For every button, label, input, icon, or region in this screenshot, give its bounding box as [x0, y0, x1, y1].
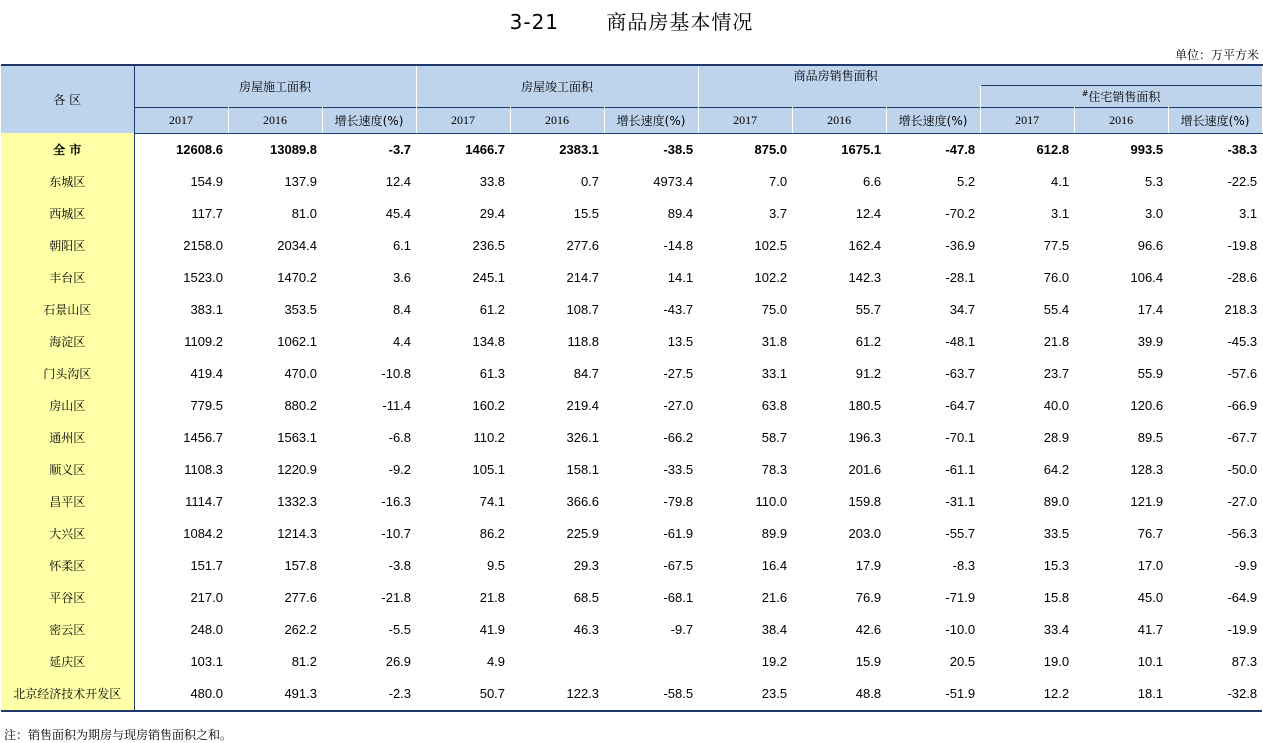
header-growth: 增长速度(%)	[886, 107, 980, 133]
value-cell: -9.2	[388, 462, 412, 477]
value-cell: 1108.3	[184, 462, 223, 477]
value-cell: -70.1	[945, 430, 976, 445]
value-cell: 880.2	[284, 398, 317, 413]
value-cell: 277.6	[284, 590, 317, 605]
value-cell: 1523.0	[183, 270, 223, 285]
value-cell: 248.0	[190, 622, 223, 637]
value-cell: 75.0	[761, 302, 788, 317]
value-cell: 2158.0	[183, 238, 223, 253]
value-cell: 21.8	[479, 590, 506, 605]
value-cell: 326.1	[566, 430, 600, 445]
value-cell: 4.9	[486, 654, 506, 669]
value-cell: -32.8	[1168, 678, 1262, 711]
value-cell: 110.0	[755, 494, 788, 509]
value-cell: 38.4	[761, 622, 788, 637]
value-cell: -45.3	[1227, 334, 1258, 349]
value-cell: -3.8	[388, 558, 412, 573]
value-cell: 77.5	[1043, 238, 1070, 253]
value-cell: 12608.6	[176, 142, 223, 157]
value-cell: 96.6	[1137, 238, 1164, 253]
value-cell: 118.8	[567, 334, 600, 349]
value-cell: 142.3	[848, 270, 882, 285]
value-cell: 151.7	[190, 558, 223, 573]
value-cell: -63.7	[945, 366, 976, 381]
region-name: 房山区	[1, 390, 134, 422]
value-cell: 46.3	[573, 622, 600, 637]
value-cell: 128.3	[1130, 462, 1164, 477]
value-cell: -21.8	[381, 590, 412, 605]
value-cell: 203.0	[848, 526, 882, 541]
value-cell: -28.6	[1227, 270, 1258, 285]
value-cell: 87.3	[1231, 654, 1258, 669]
value-cell: 1084.2	[183, 526, 223, 541]
value-cell: 480.0	[134, 678, 228, 711]
value-cell: 2034.4	[277, 238, 317, 253]
footnote: 注：销售面积为期房与现房销售面积之和。	[4, 728, 233, 742]
region-name: 昌平区	[1, 486, 134, 518]
value-cell: -56.3	[1227, 526, 1258, 541]
value-cell: 0.7	[580, 174, 600, 189]
region-name: 通州区	[1, 422, 134, 454]
value-cell: 61.3	[479, 366, 506, 381]
value-cell: -31.1	[945, 494, 976, 509]
table-row	[1, 230, 1262, 262]
value-cell: 81.2	[291, 654, 317, 669]
region-name: 西城区	[1, 198, 134, 230]
value-cell: -38.3	[1227, 142, 1258, 157]
value-cell: 10.1	[1137, 654, 1164, 669]
region-name: 平谷区	[1, 582, 134, 614]
value-cell: 84.7	[573, 366, 600, 381]
value-cell: -64.7	[945, 398, 976, 413]
value-cell: 33.1	[761, 366, 788, 381]
value-cell: 31.8	[761, 334, 788, 349]
value-cell: 41.7	[1137, 622, 1164, 637]
table-row	[1, 166, 1262, 198]
value-cell: 1114.7	[185, 494, 223, 509]
header-growth: 增长速度(%)	[1168, 107, 1262, 133]
value-cell: 470.0	[284, 366, 317, 381]
value-cell: -66.2	[663, 430, 694, 445]
value-cell: -33.5	[663, 462, 694, 477]
value-cell: 91.2	[855, 366, 882, 381]
value-cell: 18.1	[1074, 678, 1168, 711]
region-name: 怀柔区	[1, 550, 134, 582]
value-cell: -55.7	[945, 526, 976, 541]
value-cell: 15.3	[1043, 558, 1070, 573]
value-cell: 33.8	[479, 174, 506, 189]
value-cell: 89.4	[667, 206, 694, 221]
value-cell: 277.6	[566, 238, 600, 253]
value-cell: 13.5	[667, 334, 694, 349]
value-cell: 158.1	[566, 462, 600, 477]
data-table	[1, 64, 1263, 712]
value-cell: -38.5	[663, 142, 694, 157]
value-cell: -57.6	[1227, 366, 1258, 381]
value-cell: -27.0	[663, 398, 694, 413]
value-cell: -6.8	[388, 430, 412, 445]
value-cell: 3.7	[768, 206, 788, 221]
value-cell: -61.1	[945, 462, 976, 477]
value-cell: 102.5	[754, 238, 788, 253]
value-cell: -47.8	[945, 142, 976, 157]
value-cell: 110.2	[473, 430, 506, 445]
value-cell: 612.8	[1036, 142, 1070, 157]
value-cell: 26.9	[385, 654, 412, 669]
value-cell: -43.7	[663, 302, 694, 317]
value-cell: 120.6	[1130, 398, 1164, 413]
value-cell: -48.1	[945, 334, 976, 349]
region-name: 丰台区	[1, 262, 134, 294]
header-2016: 2016	[510, 107, 604, 133]
value-cell: -10.0	[945, 622, 976, 637]
region-name: 门头沟区	[1, 358, 134, 390]
value-cell: 1214.3	[277, 526, 317, 541]
value-cell: 108.7	[566, 302, 600, 317]
value-cell: 993.5	[1130, 142, 1164, 157]
value-cell: -5.5	[388, 622, 412, 637]
value-cell: 1675.1	[841, 142, 882, 157]
value-cell: -67.5	[663, 558, 694, 573]
value-cell: 74.1	[479, 494, 506, 509]
value-cell: 491.3	[228, 678, 322, 711]
value-cell: 78.3	[761, 462, 788, 477]
value-cell: 55.7	[855, 302, 882, 317]
value-cell: 1332.3	[277, 494, 317, 509]
value-cell: 20.5	[949, 654, 976, 669]
value-cell: 89.0	[1043, 494, 1070, 509]
value-cell: 1109.2	[184, 334, 223, 349]
value-cell: 201.6	[848, 462, 882, 477]
value-cell: 23.5	[698, 678, 792, 711]
table-row	[1, 422, 1262, 454]
value-cell: 68.5	[573, 590, 600, 605]
value-cell: -10.8	[381, 366, 412, 381]
value-cell: -22.5	[1227, 174, 1258, 189]
value-cell: 5.2	[956, 174, 976, 189]
unit-label: 单位：万平方米	[1174, 48, 1259, 62]
value-cell: -36.9	[945, 238, 976, 253]
value-cell: 157.8	[284, 558, 317, 573]
value-cell	[604, 646, 698, 678]
value-cell: -71.9	[945, 590, 976, 605]
value-cell: 219.4	[566, 398, 600, 413]
value-cell: 55.9	[1137, 366, 1164, 381]
value-cell: -79.8	[663, 494, 694, 509]
value-cell: 245.1	[472, 270, 506, 285]
value-cell: 29.4	[479, 206, 506, 221]
value-cell: -27.0	[1227, 494, 1258, 509]
header-2017: 2017	[980, 107, 1074, 133]
value-cell: -50.0	[1227, 462, 1258, 477]
value-cell: -9.9	[1234, 558, 1258, 573]
value-cell: 419.4	[190, 366, 223, 381]
value-cell: 1062.1	[277, 334, 317, 349]
value-cell: -10.7	[381, 526, 412, 541]
table-row	[1, 614, 1262, 646]
value-cell: 4.1	[1050, 174, 1070, 189]
value-cell: 33.4	[1043, 622, 1070, 637]
header-2017: 2017	[416, 107, 510, 133]
value-cell: -58.5	[604, 678, 698, 711]
value-cell: 162.4	[848, 238, 882, 253]
table-row	[1, 582, 1262, 614]
value-cell: 89.9	[761, 526, 788, 541]
value-cell: 15.8	[1043, 590, 1070, 605]
value-cell: 76.0	[1043, 270, 1070, 285]
region-name: 北京经济技术开发区	[1, 678, 134, 711]
value-cell: 61.2	[855, 334, 882, 349]
header-2017: 2017	[698, 107, 792, 133]
table-row	[1, 486, 1262, 518]
value-cell: 1470.2	[277, 270, 317, 285]
value-cell: 15.5	[573, 206, 600, 221]
value-cell: 34.7	[949, 302, 976, 317]
value-cell: 21.6	[761, 590, 788, 605]
value-cell: -61.9	[663, 526, 694, 541]
value-cell: 366.6	[566, 494, 600, 509]
value-cell: -14.8	[663, 238, 694, 253]
table-row	[1, 518, 1262, 550]
table-row-total	[1, 133, 1262, 166]
region-name: 石景山区	[1, 294, 134, 326]
value-cell: 779.5	[190, 398, 223, 413]
value-cell: -11.4	[382, 398, 412, 413]
value-cell: 3.1	[1050, 206, 1070, 221]
value-cell	[510, 646, 604, 678]
value-cell: -68.1	[663, 590, 694, 605]
value-cell: -64.9	[1227, 590, 1258, 605]
value-cell: -28.1	[945, 270, 976, 285]
value-cell: 23.7	[1043, 366, 1070, 381]
value-cell: 5.3	[1144, 174, 1164, 189]
value-cell: 42.6	[855, 622, 882, 637]
value-cell: 7.0	[768, 174, 788, 189]
value-cell: 63.8	[761, 398, 788, 413]
value-cell: 50.7	[416, 678, 510, 711]
value-cell: 217.0	[190, 590, 223, 605]
value-cell: -51.9	[886, 678, 980, 711]
region-name: 密云区	[1, 614, 134, 646]
value-cell: 180.5	[848, 398, 882, 413]
value-cell: 160.2	[472, 398, 506, 413]
table-title: 商品房基本情况	[606, 10, 754, 34]
table-row	[1, 390, 1262, 422]
value-cell: 86.2	[479, 526, 506, 541]
header-2016: 2016	[792, 107, 886, 133]
table-row	[1, 646, 1262, 678]
value-cell: -3.7	[388, 142, 412, 157]
value-cell: -67.7	[1227, 430, 1258, 445]
value-cell: 76.9	[855, 590, 882, 605]
header-sales: 商品房销售面积	[698, 65, 1262, 85]
value-cell: -70.2	[945, 206, 976, 221]
value-cell: 28.9	[1043, 430, 1070, 445]
value-cell: 218.3	[1224, 302, 1258, 317]
value-cell: -2.3	[322, 678, 416, 711]
value-cell: -16.3	[381, 494, 412, 509]
value-cell: 875.0	[754, 142, 788, 157]
value-cell: 154.9	[190, 174, 223, 189]
value-cell: 41.9	[479, 622, 506, 637]
value-cell: 14.1	[667, 270, 694, 285]
region-name: 海淀区	[1, 326, 134, 358]
value-cell: -66.9	[1227, 398, 1258, 413]
table-row	[1, 358, 1262, 390]
page-title	[0, 6, 1263, 35]
value-cell: 6.6	[862, 174, 882, 189]
value-cell: 2383.1	[559, 142, 600, 157]
region-name: 顺义区	[1, 454, 134, 486]
value-cell: 9.5	[486, 558, 506, 573]
value-cell: 122.3	[510, 678, 604, 711]
value-cell: 103.1	[190, 654, 223, 669]
value-cell: 6.1	[392, 238, 412, 253]
value-cell: 106.4	[1130, 270, 1164, 285]
header-completion: 房屋竣工面积	[416, 65, 698, 107]
header-residential-sales: #住宅销售面积	[980, 85, 1262, 107]
value-cell: 64.2	[1043, 462, 1070, 477]
value-cell: -27.5	[663, 366, 694, 381]
value-cell: 12.4	[385, 174, 412, 189]
value-cell: 76.7	[1137, 526, 1164, 541]
value-cell: 89.5	[1137, 430, 1164, 445]
value-cell: 1456.7	[183, 430, 223, 445]
table-row	[1, 550, 1262, 582]
table-row	[1, 678, 1262, 711]
value-cell: 225.9	[566, 526, 600, 541]
value-cell: 21.8	[1043, 334, 1070, 349]
header-region: 各 区	[1, 65, 134, 133]
header-construction: 房屋施工面积	[134, 65, 416, 107]
value-cell: 39.9	[1137, 334, 1164, 349]
value-cell: 196.3	[848, 430, 882, 445]
table-row	[1, 326, 1262, 358]
table-row	[1, 198, 1262, 230]
value-cell: 45.0	[1137, 590, 1164, 605]
value-cell: 102.2	[754, 270, 788, 285]
value-cell: 105.1	[472, 462, 506, 477]
value-cell: 353.5	[284, 302, 317, 317]
header-2016: 2016	[228, 107, 322, 133]
value-cell: 383.1	[190, 302, 223, 317]
value-cell: 33.5	[1043, 526, 1070, 541]
table-row	[1, 294, 1262, 326]
value-cell: 29.3	[573, 558, 600, 573]
value-cell: 45.4	[385, 206, 412, 221]
value-cell: -19.9	[1227, 622, 1258, 637]
value-cell: 81.0	[291, 206, 317, 221]
region-name: 东城区	[1, 166, 134, 198]
header-2017: 2017	[134, 107, 228, 133]
value-cell: -8.3	[952, 558, 976, 573]
value-cell: 58.7	[761, 430, 788, 445]
value-cell: 48.8	[792, 678, 886, 711]
value-cell: 12.2	[980, 678, 1074, 711]
value-cell: 4973.4	[653, 174, 694, 189]
value-cell: 1466.7	[465, 142, 506, 157]
value-cell: 214.7	[566, 270, 600, 285]
value-cell: 159.8	[848, 494, 882, 509]
value-cell: 55.4	[1043, 302, 1070, 317]
table-number: 3-21	[509, 10, 560, 34]
value-cell: -19.8	[1227, 238, 1258, 253]
header-growth: 增长速度(%)	[604, 107, 698, 133]
region-name: 全 市	[1, 133, 134, 166]
value-cell: 262.2	[284, 622, 317, 637]
region-name: 延庆区	[1, 646, 134, 678]
header-growth: 增长速度(%)	[322, 107, 416, 133]
value-cell: 16.4	[761, 558, 788, 573]
value-cell: 40.0	[1043, 398, 1070, 413]
value-cell: 3.0	[1144, 206, 1164, 221]
value-cell: 236.5	[472, 238, 506, 253]
table-row	[1, 262, 1262, 294]
value-cell: 137.9	[284, 174, 317, 189]
header-2016: 2016	[1074, 107, 1168, 133]
value-cell: 1563.1	[277, 430, 317, 445]
region-name: 大兴区	[1, 518, 134, 550]
value-cell: 4.4	[392, 334, 412, 349]
value-cell: 8.4	[392, 302, 412, 317]
value-cell: 3.6	[392, 270, 412, 285]
region-name: 朝阳区	[1, 230, 134, 262]
value-cell: 117.7	[191, 206, 223, 221]
value-cell: 121.9	[1130, 494, 1164, 509]
value-cell: 12.4	[855, 206, 882, 221]
value-cell: 13089.8	[270, 142, 317, 157]
value-cell: 19.2	[761, 654, 788, 669]
value-cell: -9.7	[670, 622, 694, 637]
value-cell: 1220.9	[277, 462, 317, 477]
value-cell: 61.2	[479, 302, 506, 317]
value-cell: 19.0	[1043, 654, 1070, 669]
value-cell: 15.9	[855, 654, 882, 669]
value-cell: 17.9	[855, 558, 882, 573]
value-cell: 134.8	[472, 334, 506, 349]
value-cell: 17.0	[1137, 558, 1164, 573]
value-cell: 3.1	[1239, 206, 1258, 221]
value-cell: 17.4	[1137, 302, 1164, 317]
table-row	[1, 454, 1262, 486]
